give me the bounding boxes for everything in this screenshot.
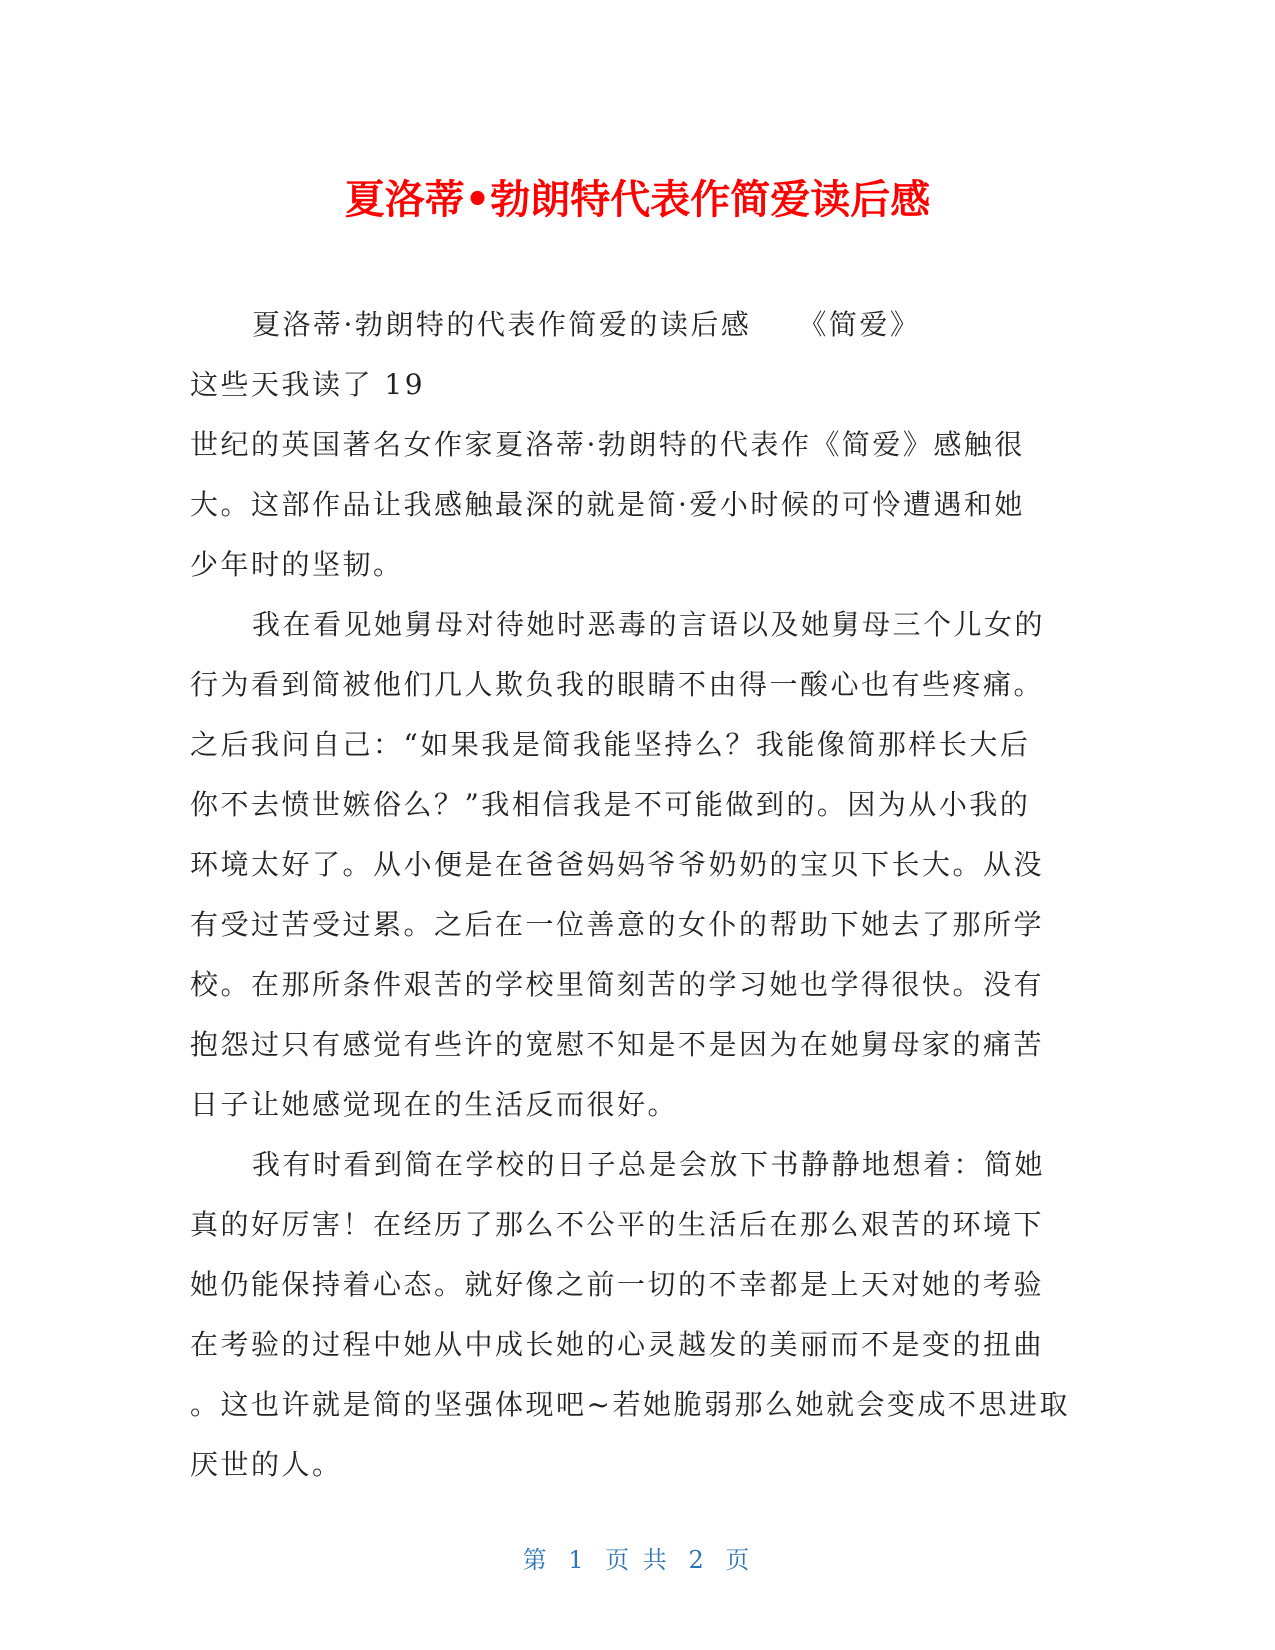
paragraph-line: 行为看到简被他们几人欺负我的眼睛不由得一酸心也有些疼痛。 — [190, 668, 1045, 701]
paragraph-line: 环境太好了。从小便是在爸爸妈妈爷爷奶奶的宝贝下长大。从没 — [190, 848, 1045, 881]
paragraph-line: 你不去愤世嫉俗么？”我相信我是不可能做到的。因为从小我的 — [190, 788, 1031, 821]
paragraph-line: 少年时的坚韧。 — [190, 548, 404, 581]
footer-suffix: 页 — [725, 1546, 753, 1574]
footer-current-page: 1 — [568, 1546, 587, 1574]
paragraph-line: 日子让她感觉现在的生活反而很好。 — [190, 1088, 679, 1121]
paragraph-line: 我有时看到简在学校的日子总是会放下书静静地想着：简她 — [252, 1148, 1046, 1181]
footer-mid: 页 共 — [605, 1546, 670, 1574]
paragraph-line: 厌世的人。 — [190, 1448, 343, 1481]
paragraph-line: 真的好厉害！在经历了那么不公平的生活后在那么艰苦的环境下 — [190, 1208, 1045, 1241]
paragraph-line: 校。在那所条件艰苦的学校里简刻苦的学习她也学得很快。没有 — [190, 968, 1045, 1001]
paragraph-line: 之后我问自己：“如果我是简我能坚持么？我能像简那样长大后 — [190, 728, 1031, 761]
paragraph-line: 在考验的过程中她从中成长她的心灵越发的美丽而不是变的扭曲 — [190, 1328, 1045, 1361]
paragraph-3 — [190, 1135, 1080, 1495]
footer-prefix: 第 — [522, 1546, 550, 1574]
paragraph-line: 。这也许就是简的坚强体现吧~若她脆弱那么她就会变成不思进取 — [190, 1388, 1070, 1421]
document-title: 夏洛蒂•勃朗特代表作简爱读后感 — [344, 177, 931, 223]
footer-total-pages: 2 — [688, 1546, 707, 1574]
paragraph-1 — [190, 295, 1080, 595]
paragraph-line: 世纪的英国著名女作家夏洛蒂·勃朗特的代表作《简爱》感触很 — [190, 428, 1025, 461]
paragraph-line: 大。这部作品让我感触最深的就是简·爱小时候的可怜遭遇和她 — [190, 488, 1025, 521]
paragraph-line: 她仍能保持着心态。就好像之前一切的不幸都是上天对她的考验 — [190, 1268, 1045, 1301]
paragraph-line: 我在看见她舅母对待她时恶毒的言语以及她舅母三个儿女的 — [252, 608, 1046, 641]
paragraph-line: 有受过苦受过累。之后在一位善意的女仆的帮助下她去了那所学 — [190, 908, 1045, 941]
paragraph-line: 这些天我读了 19 — [190, 368, 426, 401]
document-body — [190, 295, 1080, 1495]
paragraph-2 — [190, 595, 1080, 1135]
paragraph-line: 夏洛蒂·勃朗特的代表作简爱的读后感 《简爱》 — [252, 308, 921, 341]
page-footer — [0, 1540, 1275, 1575]
paragraph-line: 抱怨过只有感觉有些许的宽慰不知是不是因为在她舅母家的痛苦 — [190, 1028, 1045, 1061]
